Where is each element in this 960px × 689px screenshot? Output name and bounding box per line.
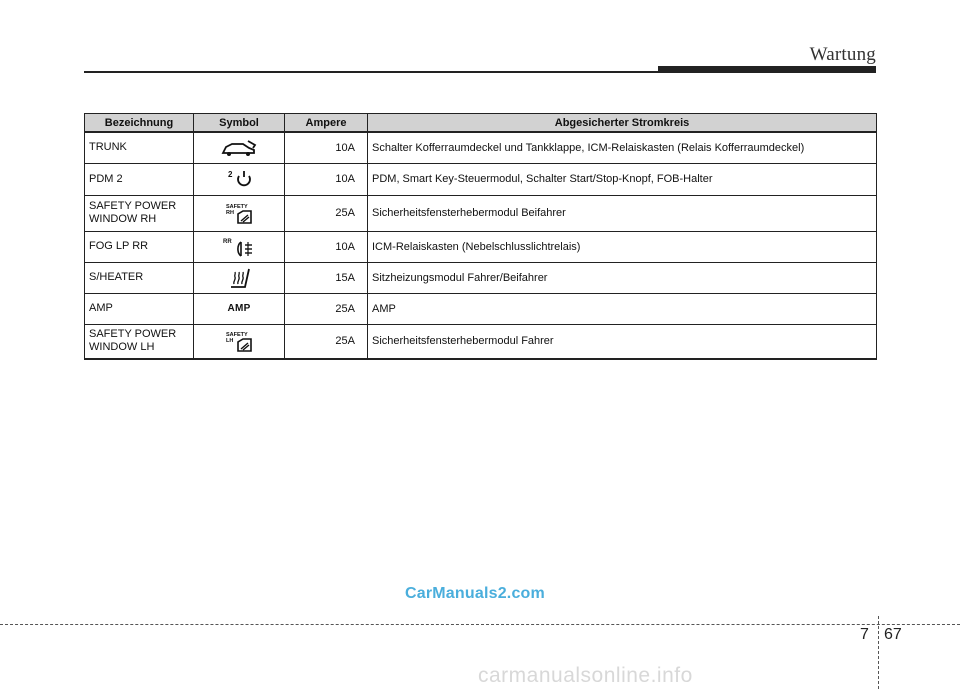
fuse-circuit: Sitzheizungsmodul Fahrer/Beifahrer [368,262,877,293]
footer-dashed-divider [878,616,879,689]
fuse-ampere: 25A [285,324,368,359]
fuse-name: SAFETY POWER WINDOW RH [85,195,194,231]
fuse-table [84,113,877,360]
seat-heater-icon [225,266,253,290]
table-row [85,231,877,262]
safety-lh-icon-label: SAFETY LH [226,332,248,345]
fuse-name: S/HEATER [85,262,194,293]
pdm2-icon-label: 2 [228,170,233,179]
fuse-ampere: 10A [285,163,368,195]
safety-rh-icon-label: SAFETY RH [226,204,248,216]
fuse-circuit: ICM-Relaiskasten (Nebelschlusslichtrelais) [368,231,877,262]
header-symbol: Symbol [194,114,285,133]
fuse-circuit: Sicherheitsfensterhebermodul Beifahrer [368,195,877,231]
header-rule-thin [84,71,658,73]
table-row [85,132,877,163]
fuse-name: TRUNK [85,132,194,163]
watermark-link[interactable]: CarManuals2.com [405,585,545,602]
table-row [85,324,877,359]
fog-rr-icon-label: RR [223,238,232,245]
fuse-ampere: 25A [285,195,368,231]
fuse-circuit: PDM, Smart Key-Steuermodul, Schalter Start/Stop-Knopf, FOB-Halter [368,163,877,195]
trunk-icon [218,138,260,158]
safety-window-rh-icon [222,201,256,225]
table-row [85,293,877,324]
section-title: Wartung [809,44,876,65]
amp-icon: AMP [227,303,251,315]
table-row [85,195,877,231]
header-ampere: Ampere [285,114,368,133]
fuse-name: AMP [85,293,194,324]
fuse-name: SAFETY POWER WINDOW LH [85,324,194,359]
table-row [85,163,877,195]
fuse-name: PDM 2 [85,163,194,195]
safety-window-lh-icon [222,329,256,353]
fuse-circuit: Sicherheitsfensterhebermodul Fahrer [368,324,877,359]
fuse-circuit: AMP [368,293,877,324]
header-stromkreis: Abgesicherter Stromkreis [368,114,877,133]
fuse-ampere: 15A [285,262,368,293]
bottom-watermark: carmanualsonline.info [478,664,693,687]
page-number: 67 [884,626,902,643]
fuse-name: FOG LP RR [85,231,194,262]
rear-fog-lamp-icon [221,235,257,259]
fuse-circuit: Schalter Kofferraumdeckel und Tankklappe, ICM-Relaiskasten (Relais Kofferraumdeckel) [368,132,877,163]
pdm2-icon [222,168,256,190]
fuse-ampere: 10A [285,132,368,163]
header-rule-thick [658,66,876,73]
header-bezeichnung: Bezeichnung [85,114,194,133]
table-row [85,262,877,293]
chapter-number: 7 [860,626,869,643]
table-header-row [85,114,877,133]
fuse-ampere: 10A [285,231,368,262]
fuse-ampere: 25A [285,293,368,324]
footer-dashed-rule [0,624,960,625]
